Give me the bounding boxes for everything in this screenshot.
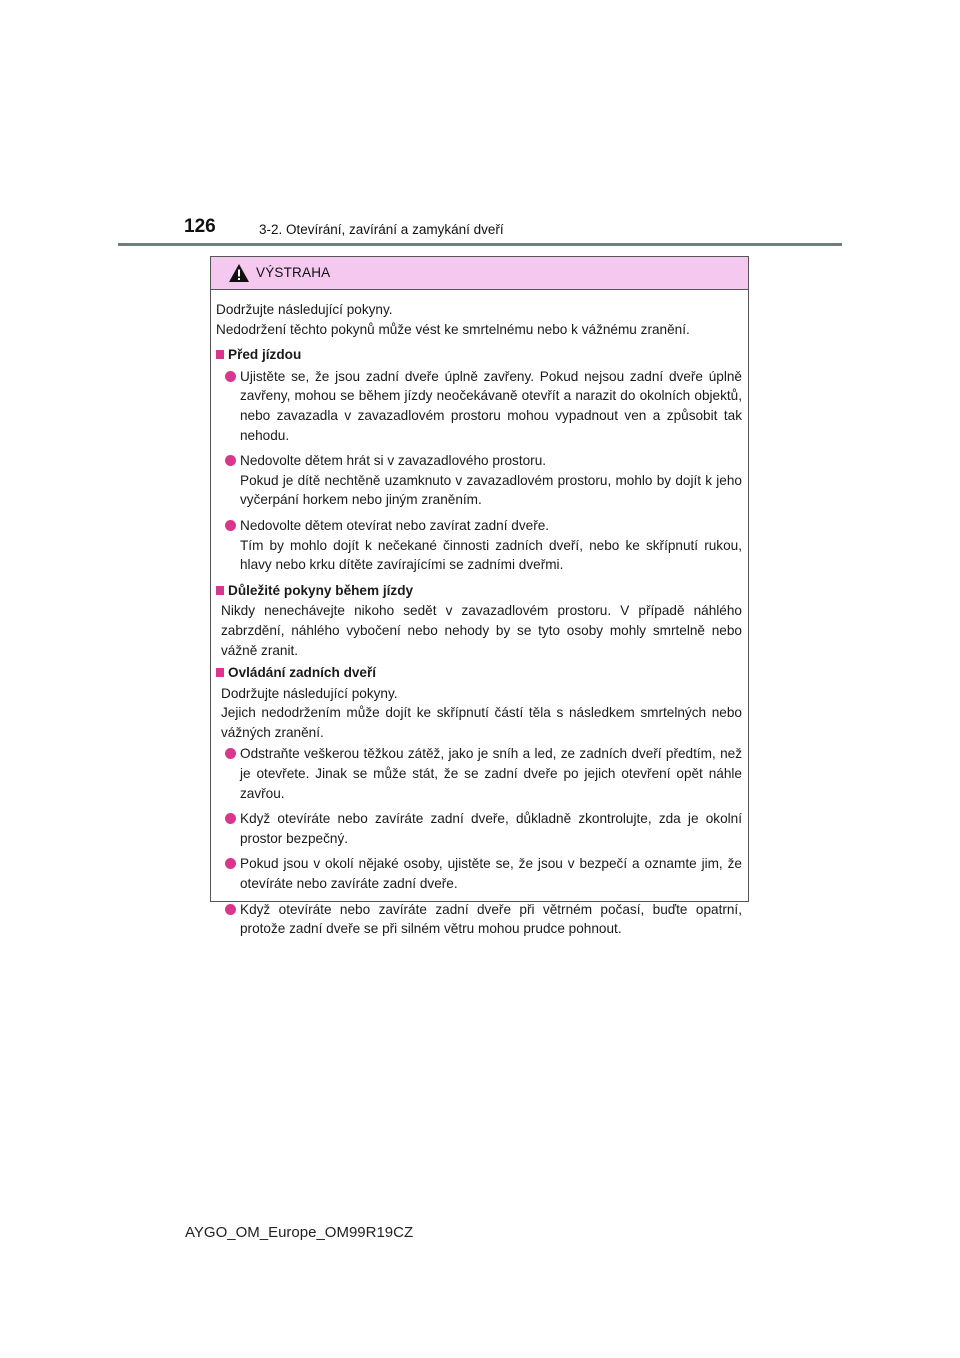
warning-body bbox=[211, 290, 748, 939]
bullet-line: Odstraňte veškerou těžkou zátěž, jako je sníh a led, ze zadních dveří předtím, než je otevřete. Jinak se může stát, že se zadní dveře po jejich otevření opět náhle zavřou. bbox=[240, 746, 742, 801]
circle-bullet-icon bbox=[225, 813, 236, 824]
bullet-text bbox=[240, 900, 742, 939]
warning-triangle-icon bbox=[228, 263, 250, 283]
warning-label: VÝSTRAHA bbox=[256, 265, 331, 280]
bullet-text bbox=[240, 809, 742, 848]
section-paragraph: Dodržujte následující pokyny. bbox=[221, 685, 398, 701]
list-item bbox=[216, 809, 742, 848]
section-back-door-operation bbox=[216, 663, 742, 939]
list-item bbox=[216, 516, 742, 575]
list-item bbox=[216, 744, 742, 803]
list-item bbox=[216, 367, 742, 445]
section-heading bbox=[216, 345, 742, 365]
bullet-line: Pokud jsou v okolí nějaké osoby, ujistěte se, že jsou v bezpečí a oznamte jim, že otevíráte nebo zavíráte zadní dveře. bbox=[240, 856, 742, 892]
bullet-line: Když otevíráte nebo zavíráte zadní dveře při větrném počasí, buďte opatrní, protože zadní dveře se při silném větru mohou prudce pohnout. bbox=[240, 901, 742, 937]
square-bullet-icon bbox=[216, 586, 224, 595]
section-before-driving bbox=[216, 345, 742, 575]
bullet-line: Nedovolte dětem hrát si v zavazadlového prostoru. bbox=[240, 453, 547, 469]
bullet-line: Ujistěte se, že jsou zadní dveře úplně zavřeny. Pokud nejsou zadní dveře úplně zavřeny, mohou se během jízdy neočekávaně otevřít a narazit do okolních objektů, nebo zavazadla v zavazadlovém prostoru mohou vypadnout ven a způsobit tak nehodu. bbox=[240, 368, 742, 443]
section-heading bbox=[216, 581, 742, 601]
list-item bbox=[216, 451, 742, 510]
section-important-while-driving bbox=[216, 581, 742, 660]
bullet-text bbox=[240, 367, 742, 445]
warning-box bbox=[210, 256, 749, 937]
section-heading bbox=[216, 663, 742, 683]
section-title: 3-2. Otevírání, zavírání a zamykání dveří bbox=[259, 222, 504, 237]
bullet-line: Když otevíráte nebo zavíráte zadní dveře, důkladně zkontrolujte, zda je okolní prostor bezpečný. bbox=[240, 811, 742, 846]
section-heading-text: Důležité pokyny během jízdy bbox=[228, 582, 414, 598]
warning-header bbox=[211, 257, 748, 290]
document-code: AYGO_OM_Europe_OM99R19CZ bbox=[185, 1224, 414, 1241]
bullet-text bbox=[240, 451, 742, 510]
intro-line: Nedodržení těchto pokynů může vést ke smrtelnému nebo k vážnému zranění. bbox=[216, 321, 690, 337]
intro-line: Dodržujte následující pokyny. bbox=[216, 302, 393, 317]
section-text bbox=[216, 601, 742, 660]
list-item bbox=[216, 900, 742, 939]
square-bullet-icon bbox=[216, 668, 224, 677]
section-paragraph: Jejich nedodržením může dojít ke skřípnutí částí těla s následkem smrtelných nebo vážných zranění. bbox=[221, 705, 742, 740]
circle-bullet-icon bbox=[225, 520, 236, 531]
bullet-text bbox=[240, 516, 742, 575]
circle-bullet-icon bbox=[225, 455, 236, 466]
section-text bbox=[216, 684, 742, 743]
page-number: 126 bbox=[184, 216, 216, 237]
bullet-text bbox=[240, 744, 742, 803]
bullet-line: Tím by mohlo dojít k nečekané činnosti zadních dveří, nebo ke skřípnutí rukou, hlavy nebo krku dítěte zavírajícími se zadními dveřmi. bbox=[240, 537, 742, 573]
circle-bullet-icon bbox=[225, 748, 236, 759]
bullet-line: Pokud je dítě nechtěně uzamknuto v zavazadlovém prostoru, mohlo by dojít k jeho vyčerpání horkem nebo jiným zraněním. bbox=[240, 472, 742, 508]
circle-bullet-icon bbox=[225, 904, 236, 915]
section-heading-text: Ovládání zadních dveří bbox=[228, 665, 377, 681]
warning-intro bbox=[216, 300, 742, 339]
header-rule bbox=[118, 243, 842, 246]
circle-bullet-icon bbox=[225, 858, 236, 869]
bullet-line: Nedovolte dětem otevírat nebo zavírat zadní dveře. bbox=[240, 517, 550, 533]
circle-bullet-icon bbox=[225, 371, 236, 382]
page-header bbox=[0, 0, 960, 250]
square-bullet-icon bbox=[216, 350, 224, 359]
bullet-text bbox=[240, 854, 742, 893]
section-paragraph: Nikdy nenechávejte nikoho sedět v zavazadlovém prostoru. V případě náhlého zabrzdění, náhlého vybočení nebo nehody by se tyto osoby mohly smrtelně nebo vážně zranit. bbox=[221, 603, 742, 658]
list-item bbox=[216, 854, 742, 893]
section-heading-text: Před jízdou bbox=[228, 347, 302, 363]
